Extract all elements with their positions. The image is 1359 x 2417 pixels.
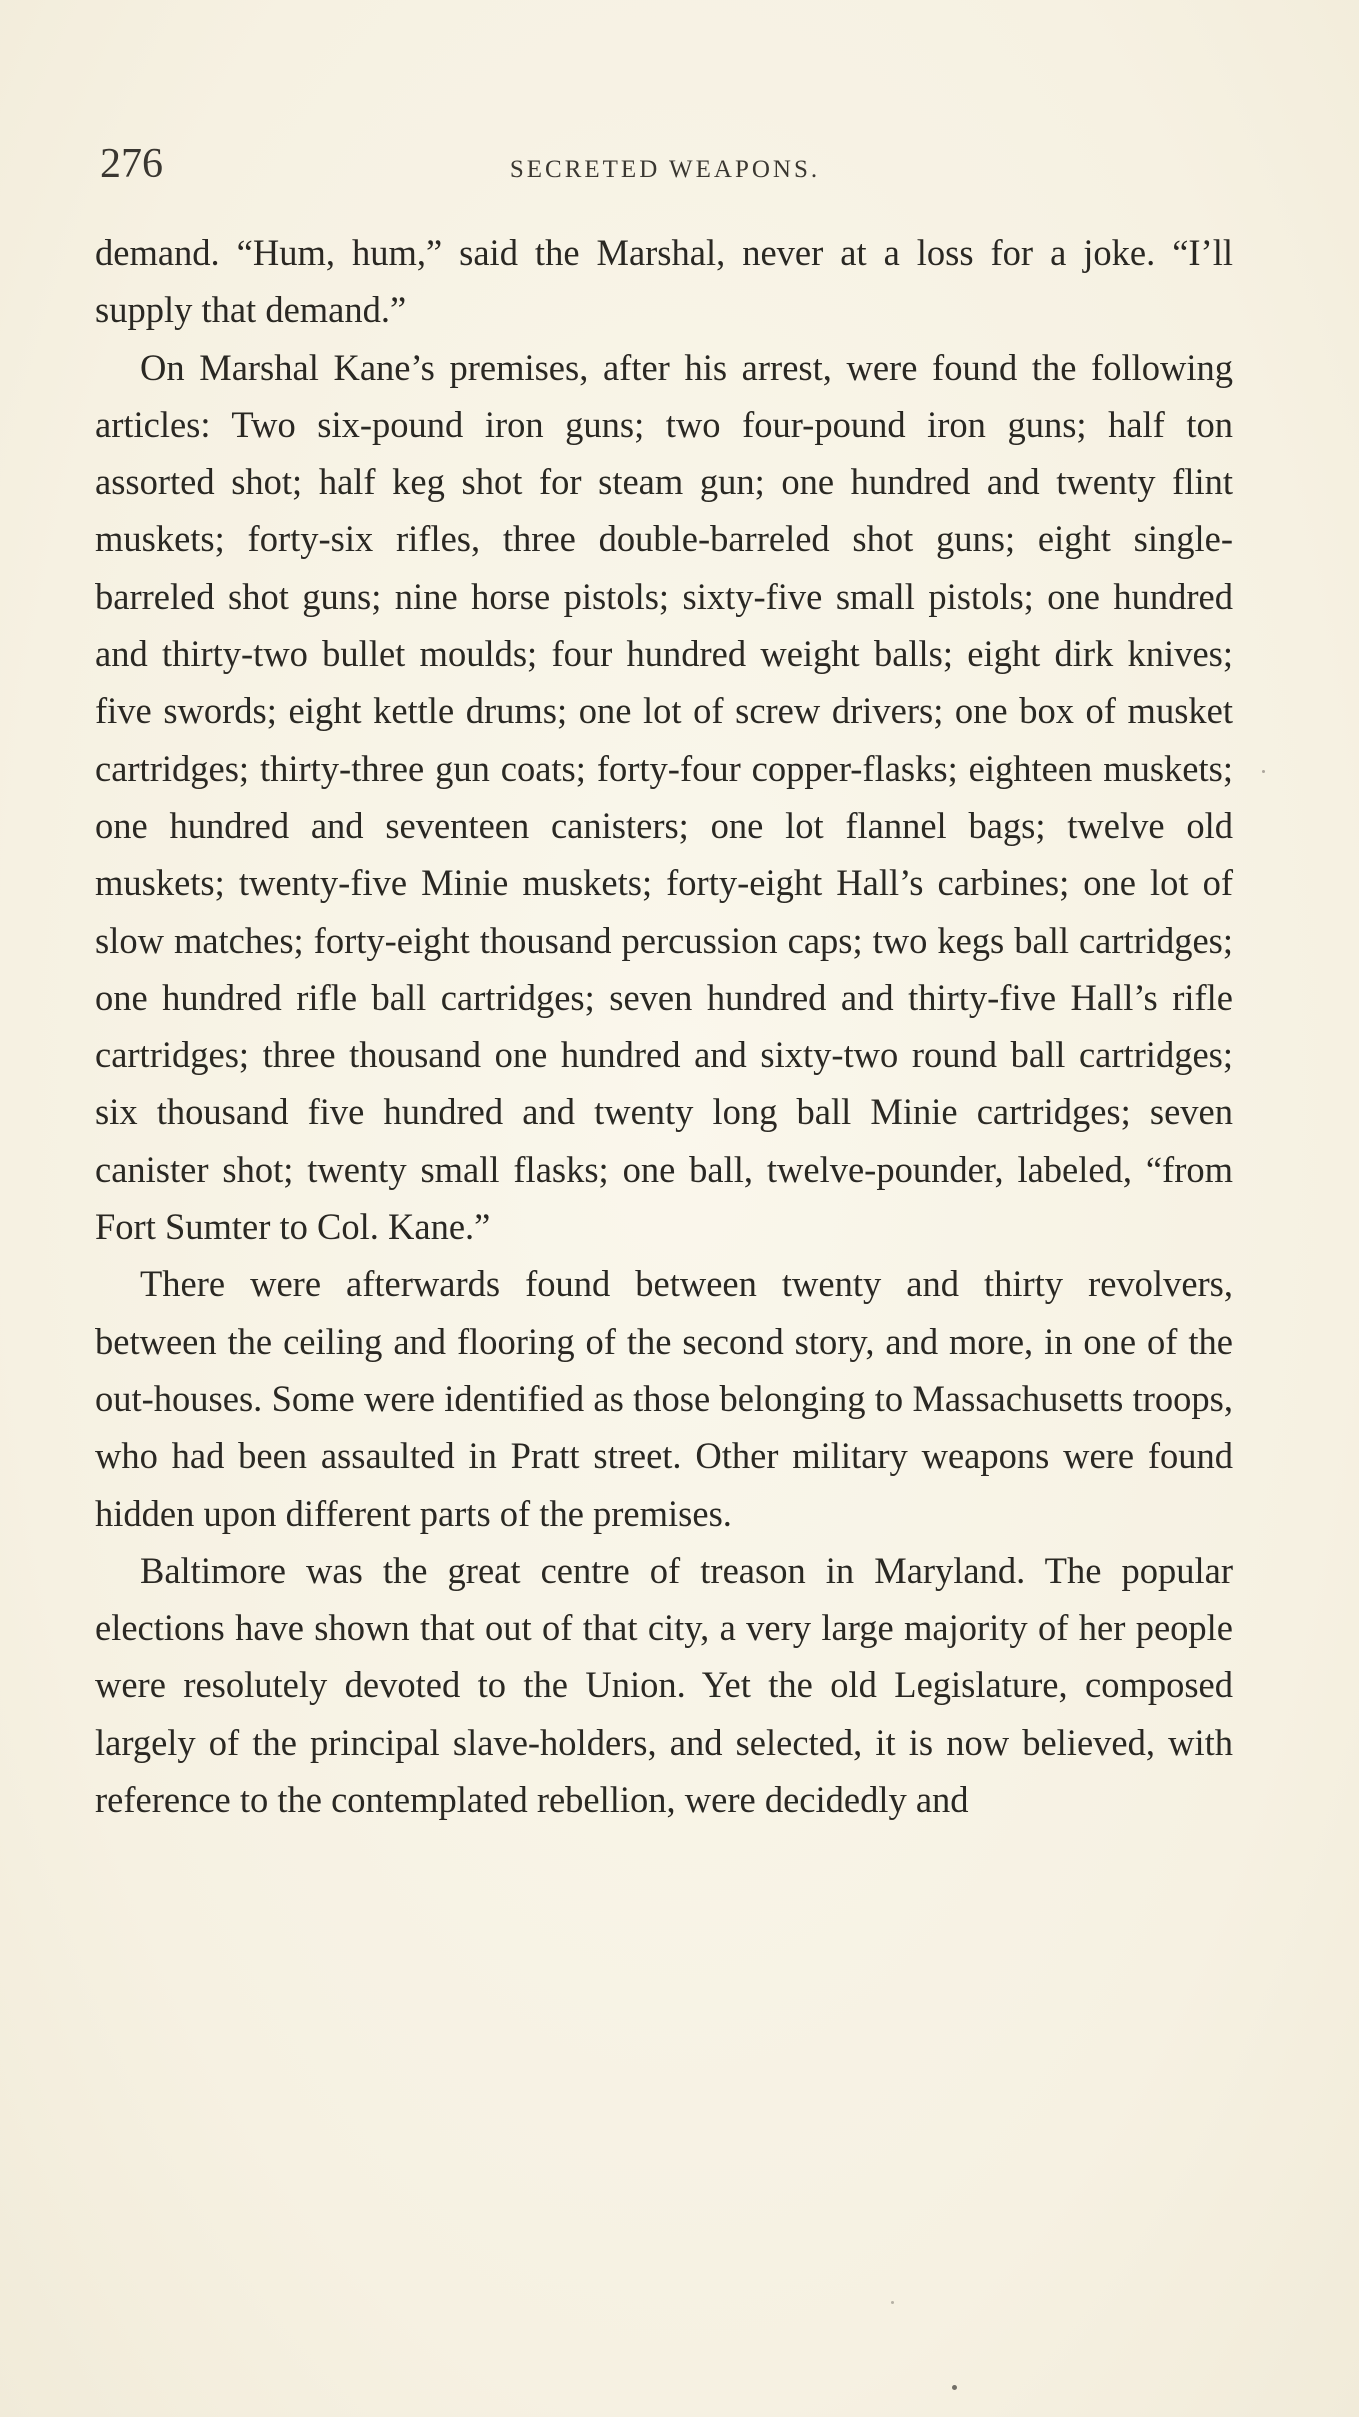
running-head: SECRETED WEAPONS. — [509, 156, 821, 183]
ink-speck — [891, 2301, 894, 2304]
paragraph-revolvers: There were afterwards found between twenty and thirty revolvers, between the ceiling and flooring of the second story, and more, in one of the out-houses. Some were identified as those belonging to Massachusetts troops, who had been assaulted in Pratt street. Other military weapons were found hidden upon different parts of the premises. — [95, 1263, 1233, 1534]
paragraph-baltimore: Baltimore was the great centre of treason in Maryland. The popular elections have shown that out of that city, a very large majority of her people were resolutely devoted to the Union. Yet the old Legislature, composed largely of the principal slave-holders, and selected, it is now believed, with reference to the contemplated rebellion, were decidedly and — [95, 1549, 1233, 1821]
ink-speck — [952, 2385, 957, 2390]
body-text — [95, 224, 1233, 1828]
paragraph-kane-premises: On Marshal Kane’s premises, after his arrest, were found the following articles: Two six-pound iron guns; two four-pound iron guns; half ton assorted shot; half keg shot for steam gun; one hundred and twenty flint muskets; forty-six rifles, three double-barreled shot guns; eight single-barreled shot guns; nine horse pistols; sixty-five small pistols; one hundred and thirty-two bullet moulds; four hundred weight balls; eight dirk knives; five swords; eight kettle drums; one lot of screw drivers; one box of musket cartridges; thirty-three gun coats; forty-four copper-flasks; eighteen muskets; one hundred and seventeen canisters; one lot flannel bags; twelve old muskets; twenty-five Minie muskets; forty-eight Hall’s carbines; one lot of slow matches; forty-eight thousand percussion caps; two kegs ball cartridges; one hundred rifle ball cartridges; seven hundred and thirty-five Hall’s rifle cartridges; three thousand one hundred and sixty-two round ball cartridges; six thousand five hundred and twenty long ball Minie cartridges; seven canister shot; twenty small flasks; one ball, twelve-pounder, labeled, “from Fort Sumter to Col. Kane.” — [95, 346, 1233, 1248]
ink-speck — [1262, 770, 1265, 773]
page-header — [100, 140, 1230, 200]
paragraph-continuation: demand. “Hum, hum,” said the Marshal, never at a loss for a joke. “I’ll supply that demand.” — [95, 232, 1233, 331]
page-number: 276 — [100, 141, 163, 187]
